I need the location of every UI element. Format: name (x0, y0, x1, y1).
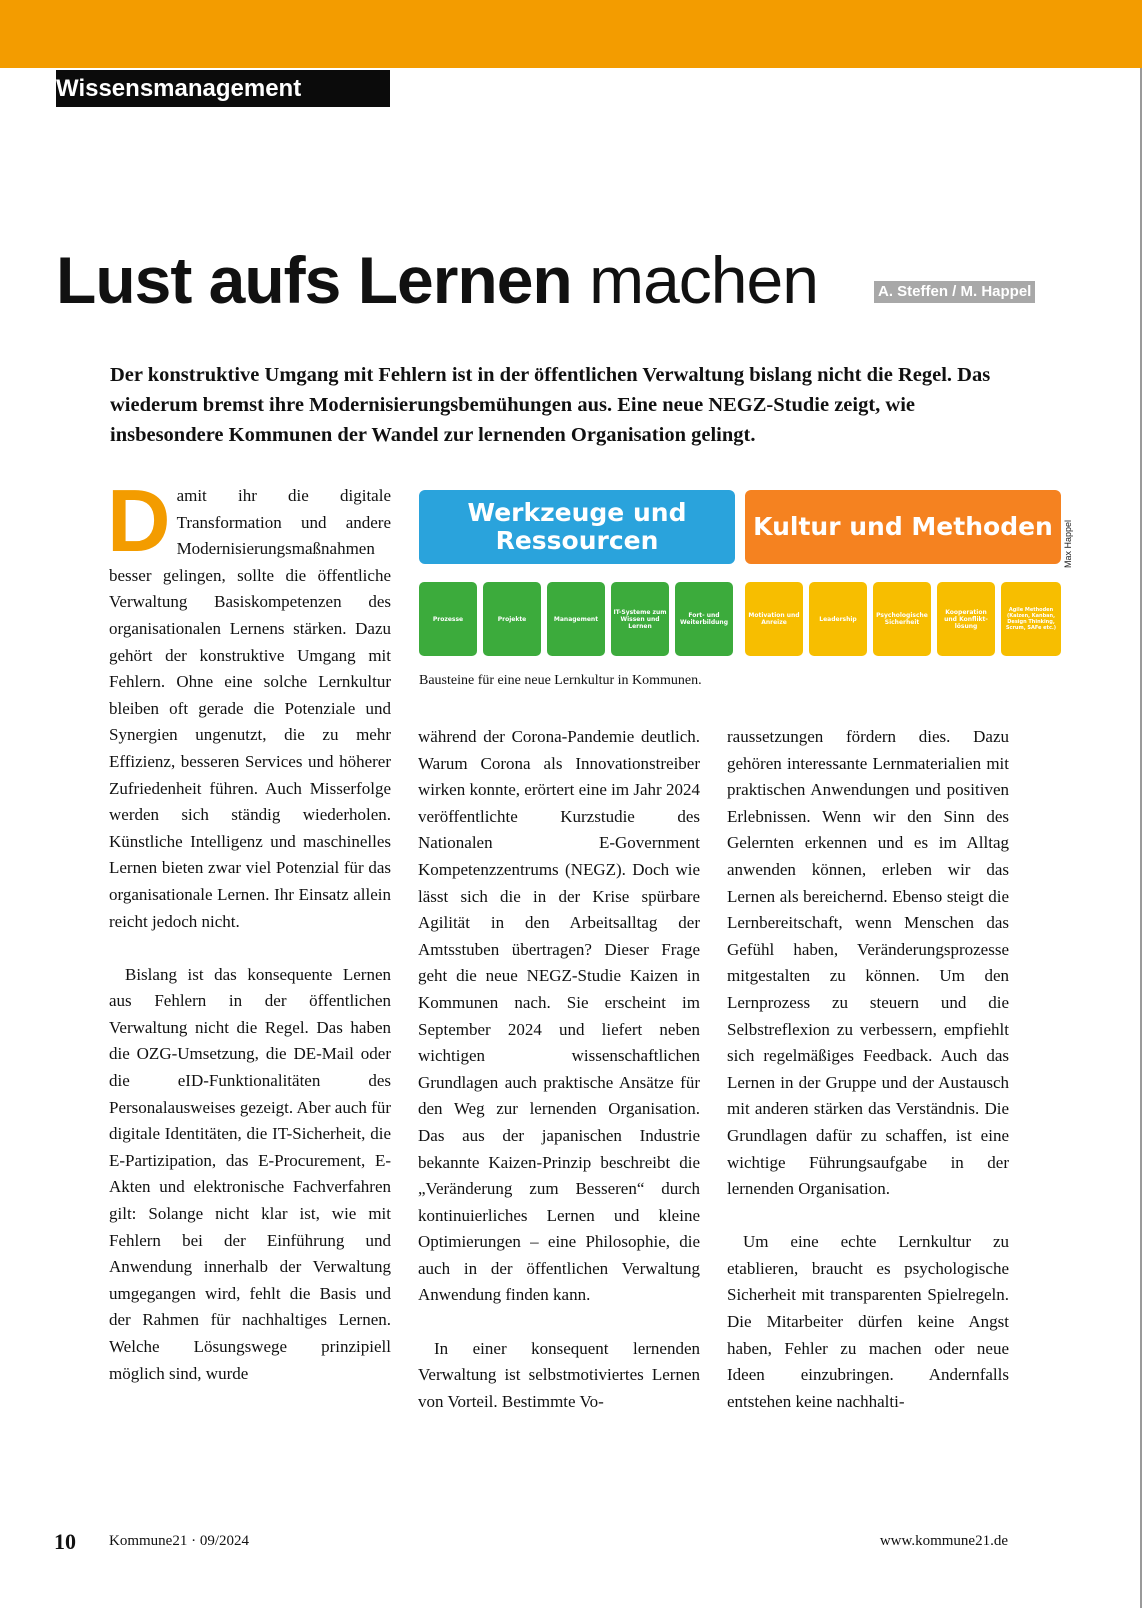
article-title (56, 240, 818, 320)
figure-box: Kooperation und Konflikt-lösung (937, 582, 995, 656)
section-tag (56, 70, 390, 107)
title-light: machen (589, 243, 818, 317)
figure-header-culture: Kultur und Methoden (745, 490, 1061, 564)
learning-culture-figure (419, 490, 1061, 656)
figure-caption: Bausteine für eine neue Lernkultur in Kommunen. (419, 673, 702, 688)
section-label: Wissensmanagement (56, 75, 302, 102)
column-2 (418, 724, 700, 1415)
paragraph: Bislang ist das konsequente Lernen aus Fehlern in der öffentlichen Verwaltung nicht die Regel. Das haben die OZG-Umsetzung, die DE-Mail oder die eID-Funktionalitäten des Personalausweises gezeigt. Aber auch für digitale Identitäten, die IT-Sicherheit, die E-Partizipation, das E-Procurement, E-Akten und elektronische Fachverfahren gilt: Solange nicht klar ist, wie mit Fehlern bei der Einführung und Anwendung innerhalb der Verwaltung umgegangen wird, fehlt die Basis und der Rahmen für nachhaltiges Lernen. Welche Lösungswege prinzipiell möglich sind, wurde (109, 964, 391, 1383)
figure-box: Agile Methoden (Kaizen, Kanban, Design Thinking, Scrum, SAFe etc.) (1001, 582, 1061, 656)
page-number: 10 (54, 1529, 76, 1554)
paragraph: In einer konsequent lernenden Verwaltung ist selbstmotiviertes Lernen von Vorteil. Bestimmte Vo- (418, 1338, 700, 1411)
figure-box: Management (547, 582, 605, 656)
figure-box: IT-Systeme zum Wissen und Lernen (611, 582, 669, 656)
column-3 (727, 724, 1009, 1415)
author-badge: A. Steffen / M. Happel (874, 281, 1035, 303)
drop-cap: D (107, 471, 171, 570)
figure-box: Leadership (809, 582, 867, 656)
figure-box: Motivation und Anreize (745, 582, 803, 656)
figure-box: Projekte (483, 582, 541, 656)
title-bold: Lust aufs Lernen (56, 243, 572, 317)
figure-box: Fort- und Weiterbildung (675, 582, 733, 656)
photo-credit: Max Happel (1063, 519, 1073, 568)
magazine-issue: Kommune21 · 09/2024 (109, 1533, 249, 1549)
paragraph: während der Corona-Pandemie deutlich. Warum Corona als Innovationstreiber wirken konnte, erörtert eine im Jahr 2024 veröffentlichte Kurzstudie des Nationalen E-Government Kompetenzzentrums (NEGZ). Doch wie lässt sich die in der Krise spürbare Agilität in den Arbeitsalltag der Amtsstuben übertragen? Dieser Frage geht die neue NEGZ-Studie Kaizen in Kommunen nach. Sie erscheint im September 2024 und liefert neben wichtigen wissenschaftlichen Grundlagen auch praktische Ansätze für den Weg zur lernenden Organisation. Das aus der japanischen Industrie bekannte Kaizen-Prinzip beschreibt die „Veränderung zum Besseren“ durch kontinuierliches Lernen und kleine Optimierungen – eine Philosophie, die auch in der öffentlichen Verwaltung Anwendung finden kann. (418, 727, 700, 1305)
website-link[interactable]: www.kommune21.de (879, 1533, 1008, 1549)
paragraph (107, 471, 391, 935)
paragraph-text: amit ihr die digitale Transformation und andere Modernisierungsmaßnahmen besser gelingen, sollte die öffentliche Verwaltung Basiskompetenzen des organisationalen Lernens stärken. Dazu gehört der konstruktive Umgang mit Fehlern. Ohne eine solche Lernkultur bleiben oft gerade die Potenziale und Synergien ungenutzt, die zu mehr Effizienz, besseren Services und höherer Zufriedenheit führen. Auch Misserfolge werden sich ständig wiederholen. Künstliche Intelligenz und maschinelles Lernen bieten zwar viel Potenzial für das organisationale Lernen. Ihr Einsatz allein reicht jedoch nicht. (109, 486, 391, 931)
column-1 (107, 471, 391, 1387)
figure-box: Psychologische Sicherheit (873, 582, 931, 656)
figure-header-tools: Werkzeuge und Ressourcen (419, 490, 735, 564)
top-color-bar (0, 0, 1142, 68)
paragraph: raussetzungen fördern dies. Dazu gehören interessante Lernmaterialien mit praktischen Anwendungen und positiven Erlebnissen. Wenn wir den Sinn des Gelernten erkennen und es im Alltag anwenden können, erleben wir das Lernen als bereichernd. Ebenso steigt die Lernbereitschaft, wenn Menschen das Gefühl haben, Veränderungsprozesse mitgestalten zu können. Um den Lernprozess zu steuern und die Selbstreflexion zu verbessern, empfiehlt sich regelmäßiges Feedback. Auch das Lernen in der Gruppe und der Austausch mit anderen stärken das Verständnis. Die Grundlagen dafür zu schaffen, ist eine wichtige Führungsaufgabe in der lernenden Organisation. (727, 727, 1009, 1199)
lead-paragraph: Der konstruktive Umgang mit Fehlern ist in der öffentlichen Verwaltung bislang nicht die Regel. Das wiederum bremst ihre Modernisierungsbemühungen aus. Eine neue NEGZ-Studie zeigt, wie insbesondere Kommunen der Wandel zur lernenden Organisation gelingt. (110, 364, 991, 446)
figure-box: Prozesse (419, 582, 477, 656)
paragraph: Um eine echte Lernkultur zu etablieren, braucht es psychologische Sicherheit mit transparenten Spielregeln. Die Mitarbeiter dürfen keine Angst haben, Fehler zu machen oder neue Ideen einzubringen. Andernfalls entstehen keine nachhalti- (727, 1232, 1009, 1411)
